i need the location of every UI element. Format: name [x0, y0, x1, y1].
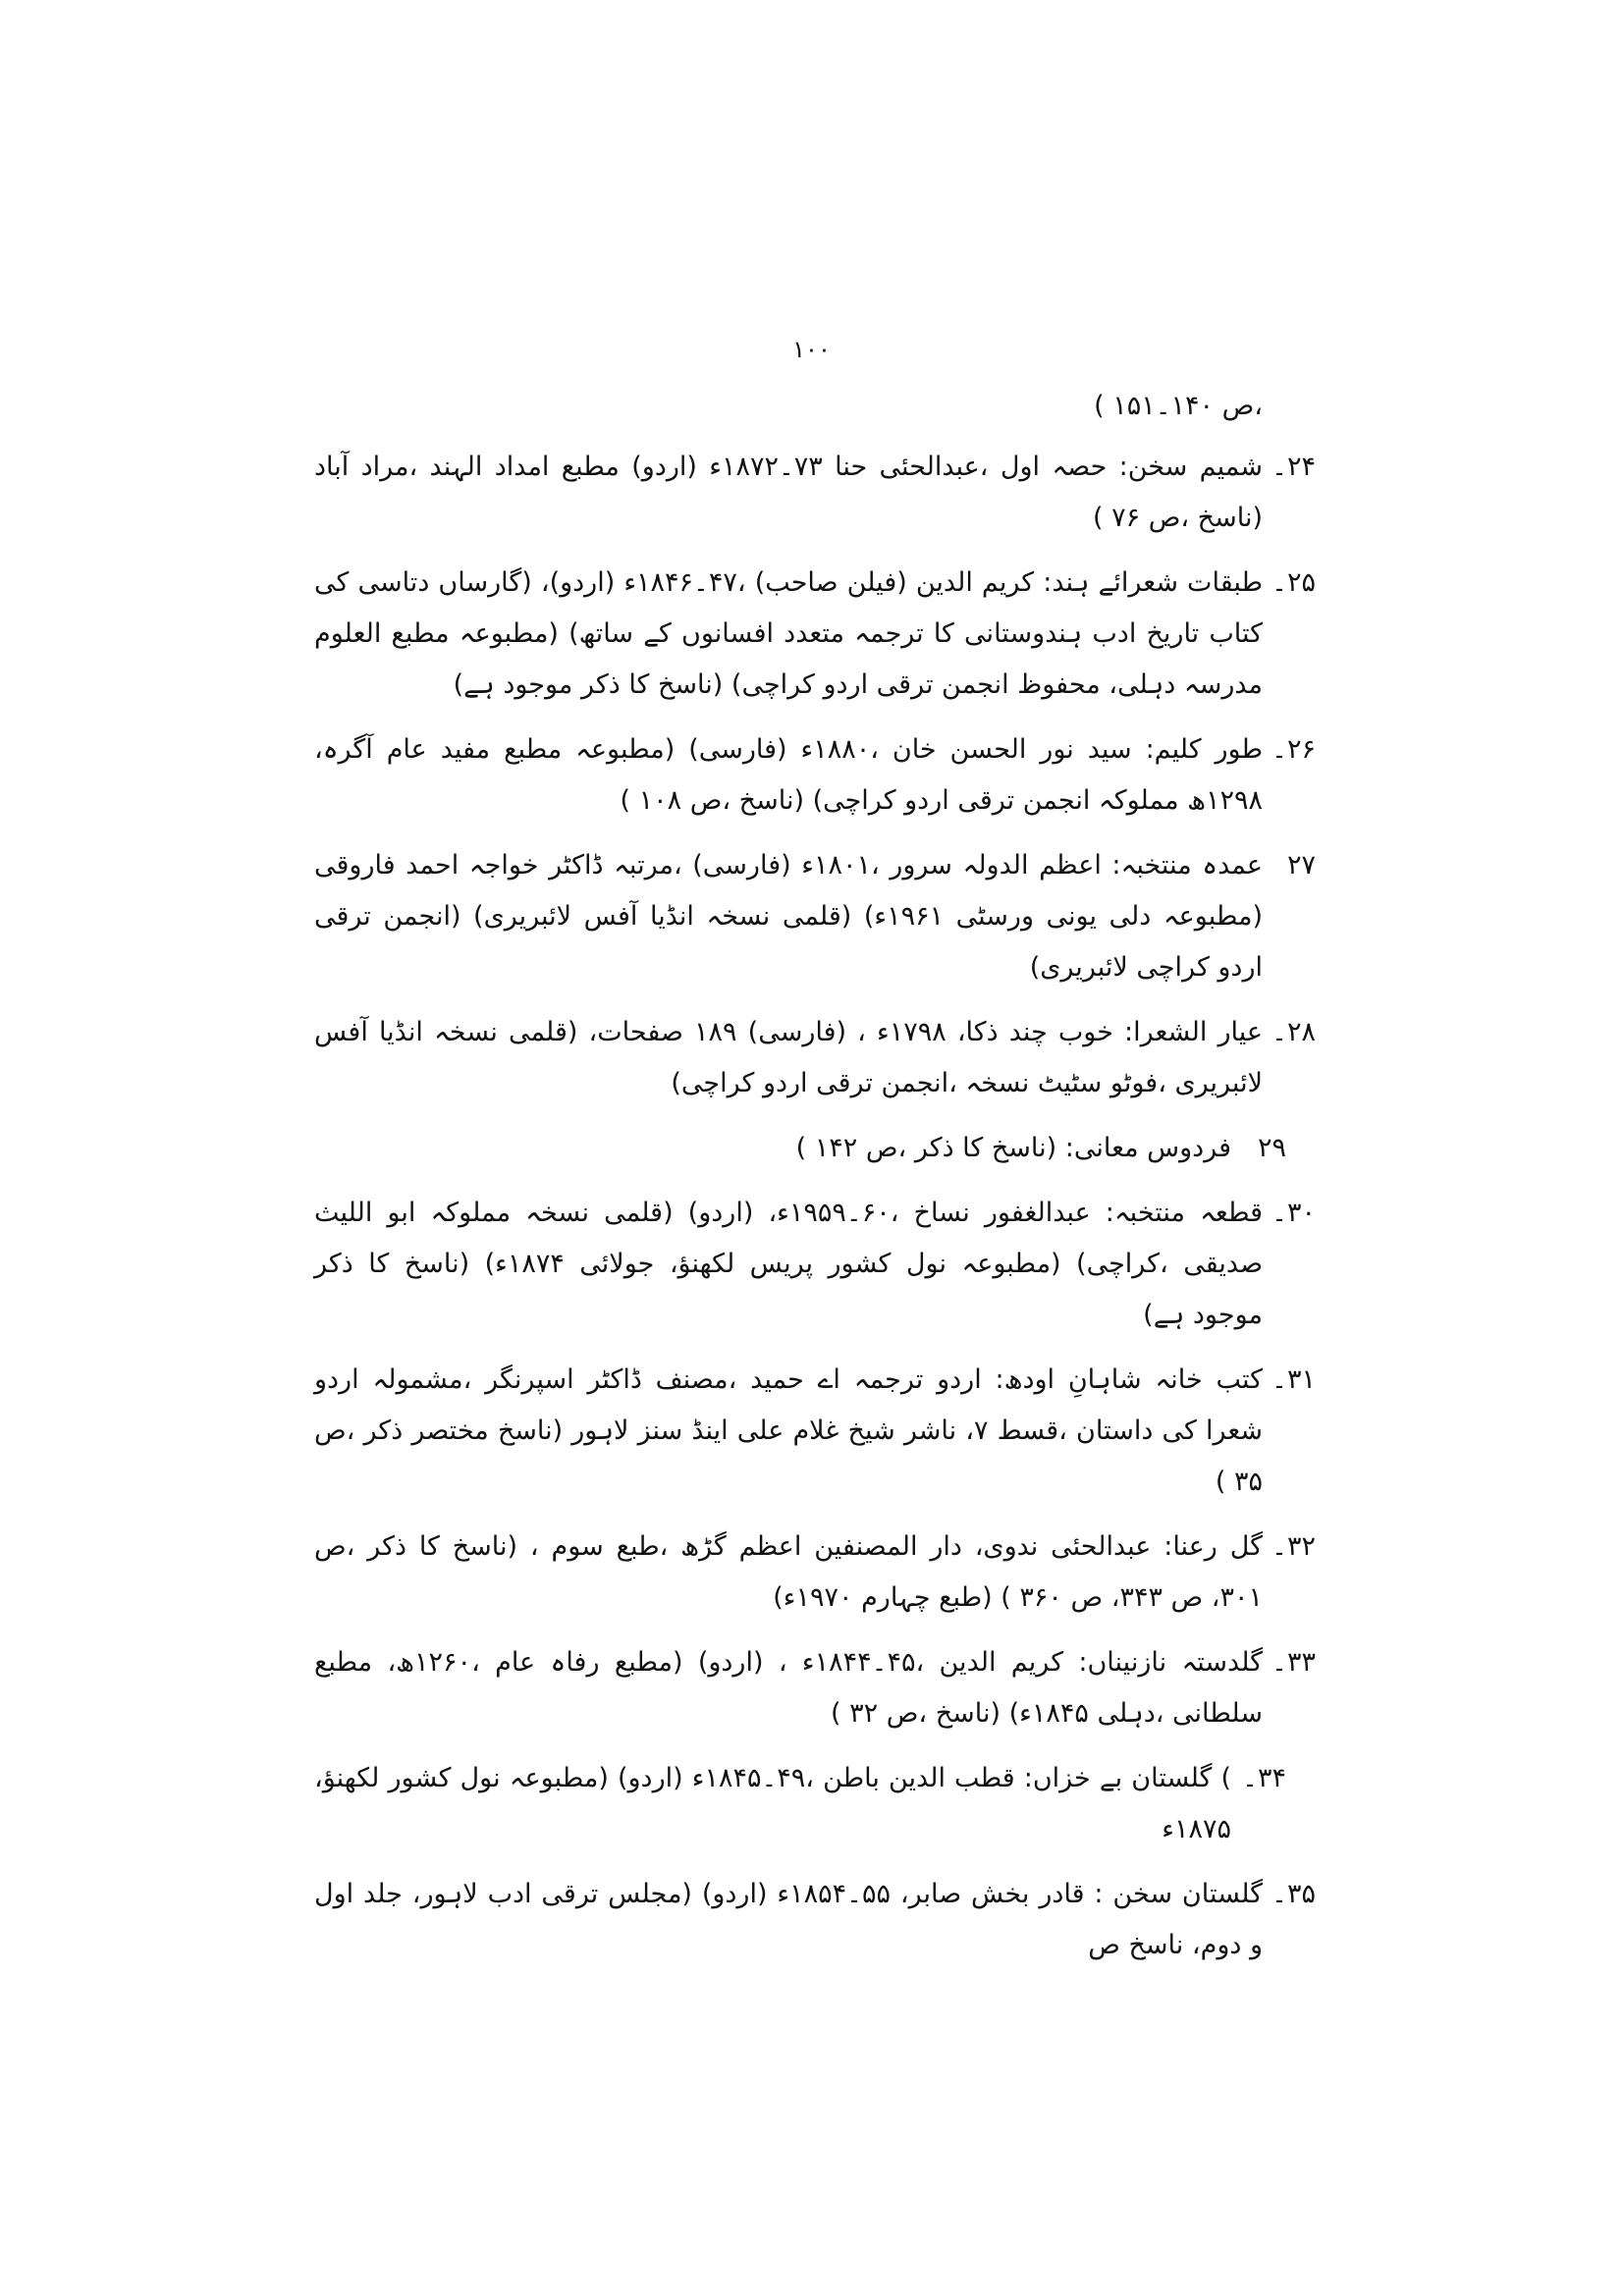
entry-number: ۲۵۔: [1271, 567, 1316, 598]
entry-number: ۳۵۔: [1271, 1879, 1316, 1909]
entry-text: ) گلستان بے خزاں: قطب الدین باطن ،۴۹۔۱۸۴۵ء (اردو) (مطبوعہ نول کشور لکھنؤ، ۱۸۷۵ء: [314, 1763, 1231, 1844]
bibliography-entry-34: [314, 1753, 1316, 1855]
entry-text: طور کلیم: سید نور الحسن خان ،۱۸۸۰ء (فارسی) (مطبوعہ مطبع مفید عام آگرہ، ۱۲۹۸ھ مملوکہ انجمن ترقی اردو کراچی) (ناسخ ،ص ۱۰۸ ): [314, 734, 1263, 816]
bibliography-entry-29: [314, 1123, 1316, 1174]
entry-text: عیار الشعرا: خوب چند ذکا، ۱۷۹۸ء ، (فارسی) ۱۸۹ صفحات، (قلمی نسخہ انڈیا آفس لائبریری ،فوٹو سٹیٹ نسخہ ،انجمن ترقی اردو کراچی): [314, 1017, 1264, 1098]
entry-text: گلدستہ نازنیناں: کریم الدین ،۴۵۔۱۸۴۴ء ، (اردو) (مطبع رفاہ عام ،۱۲۶۰ھ، مطبع سلطانی ،دہلی ۱۸۴۵ء) (ناسخ ،ص ۳۲ ): [314, 1647, 1264, 1729]
entry-number: ۲۹: [1257, 1133, 1286, 1163]
entry-text: فردوس معانی: (ناسخ کا ذکر ،ص ۱۴۲ ): [795, 1133, 1231, 1163]
entry-text: کتب خانہ شاہانِ اودھ: اردو ترجمہ اے حمید ،مصنف ڈاکٹر اسپرنگر ،مشمولہ اردو شعرا کی داستان ،قسط ۷، ناشر شیخ غلام علی اینڈ سنز لاہور (ناسخ مختصر ذکر ،ص ۳۵ ): [314, 1364, 1263, 1497]
bibliography-list: [314, 381, 1316, 1985]
entry-text: شمیم سخن: حصہ اول ،عبدالحئی حنا ۷۳۔۱۸۷۲ء (اردو) مطبع امداد الہند ،مراد آباد (ناسخ ،ص ۷۶ ): [314, 452, 1263, 533]
entry-text: گل رعنا: عبدالحئی ندوی، دار المصنفین اعظم گڑھ ،طبع سوم ، (ناسخ کا ذکر ،ص ۳۰۱، ص ۳۴۳، ص ۳۶۰ ) (طبع چہارم ۱۹۷۰ء): [314, 1531, 1263, 1613]
bibliography-entry-24: [314, 442, 1316, 544]
entry-text: عمدہ منتخبہ: اعظم الدولہ سرور ،۱۸۰۱ء (فارسی) ،مرتبہ ڈاکٹر خواجہ احمد فاروقی (مطبوعہ دلی یونی ورسٹی ۱۹۶۱ء) (قلمی نسخہ انڈیا آفس لائبریری) (انجمن ترقی اردو کراچی لائبریری): [314, 850, 1263, 983]
entry-number: ۲۸۔: [1271, 1017, 1316, 1047]
entry-number: ۳۲۔: [1271, 1531, 1316, 1562]
continuation-line: ،ص ۱۴۰۔۱۵۱ ): [1094, 391, 1263, 421]
bibliography-entry-25: [314, 558, 1316, 711]
entry-number: ۳۴۔: [1242, 1763, 1286, 1793]
entry-text: قطعہ منتخبہ: عبدالغفور نساخ ،۶۰۔۱۹۵۹ء، (اردو) (قلمی نسخہ مملوکہ ابو اللیث صدیقی ،کراچی) (مطبوعہ نول کشور پریس لکھنؤ، جولائی ۱۸۷۴ء) (ناسخ کا ذکر موجود ہے): [314, 1198, 1264, 1330]
entry-number: ۲۴۔: [1271, 452, 1316, 482]
entry-number: ۳۱۔: [1271, 1364, 1316, 1395]
bibliography-entry-33: [314, 1637, 1316, 1739]
bibliography-entry-32: [314, 1522, 1316, 1624]
entry-text: طبقات شعرائے ہند: کریم الدین (فیلن صاحب) ،۴۷۔۱۸۴۶ء (اردو)، (گارساں دتاسی کی کتاب تاریخ ادب ہندوستانی کا ترجمہ متعدد افسانوں کے ساتھ) (مطبوعہ مطبع العلوم مدرسہ دہلی، محفوظ انجمن ترقی اردو کراچی) (ناسخ کا ذکر موجود ہے): [314, 567, 1263, 700]
bibliography-entry-35: [314, 1869, 1316, 1971]
bibliography-entry-26: [314, 724, 1316, 827]
page-number: ۱۰۰: [792, 336, 831, 363]
entry-number: ۳۰۔: [1271, 1198, 1316, 1228]
entry-number: ۲۷: [1286, 850, 1316, 881]
entry-number: ۲۶۔: [1271, 734, 1316, 765]
bibliography-entry-30: [314, 1188, 1316, 1341]
bibliography-entry-27: [314, 840, 1316, 993]
bibliography-entry-28: [314, 1007, 1316, 1109]
entry-text: گلستان سخن : قادر بخش صابر، ۵۵۔۱۸۵۴ء (اردو) (مجلس ترقی ادب لاہور، جلد اول و دوم، ناسخ ص: [314, 1879, 1263, 1960]
bibliography-entry-31: [314, 1355, 1316, 1508]
entry-number: ۳۳۔: [1271, 1647, 1316, 1678]
